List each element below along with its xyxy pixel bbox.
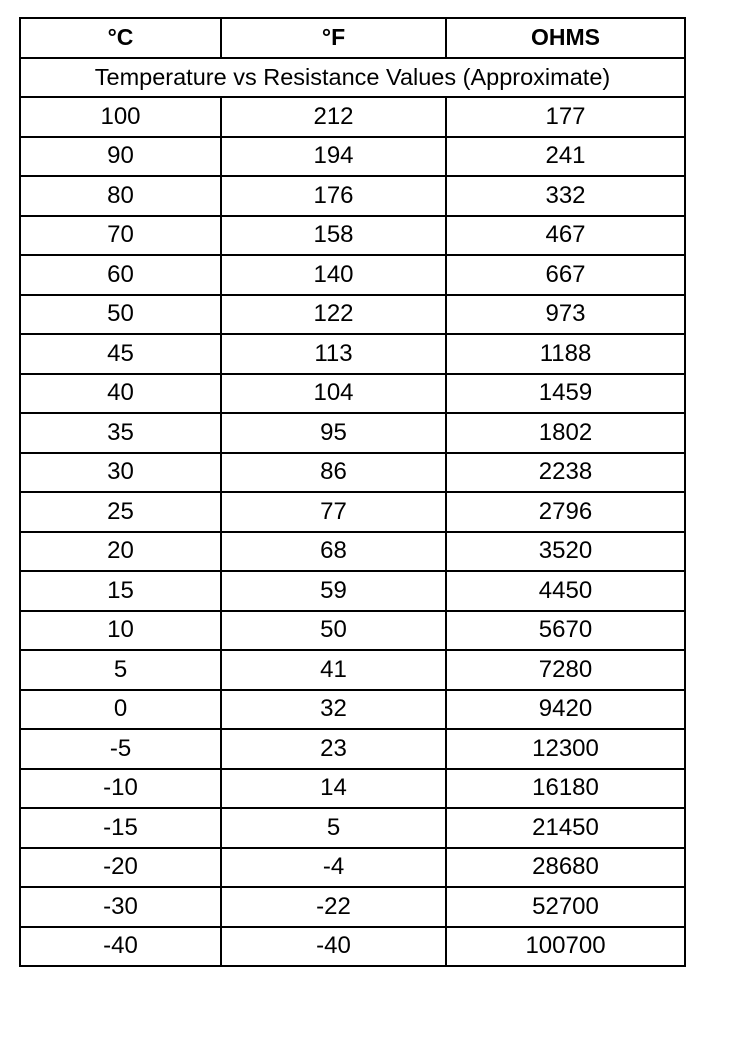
table-row <box>20 769 685 809</box>
celsius-cell: 80 <box>20 176 221 216</box>
celsius-cell: -20 <box>20 848 221 888</box>
ohms-cell: 21450 <box>446 808 685 848</box>
table-row <box>20 650 685 690</box>
fahrenheit-cell: 50 <box>221 611 446 651</box>
ohms-cell: 12300 <box>446 729 685 769</box>
fahrenheit-cell: -40 <box>221 927 446 967</box>
fahrenheit-cell: 104 <box>221 374 446 414</box>
ohms-cell: 2238 <box>446 453 685 493</box>
ohms-cell: 332 <box>446 176 685 216</box>
table-row <box>20 492 685 532</box>
table-row <box>20 690 685 730</box>
fahrenheit-cell: 194 <box>221 137 446 177</box>
ohms-cell: 5670 <box>446 611 685 651</box>
celsius-cell: 20 <box>20 532 221 572</box>
table-row <box>20 808 685 848</box>
table-row <box>20 927 685 967</box>
header-ohms: OHMS <box>446 18 685 58</box>
fahrenheit-cell: 5 <box>221 808 446 848</box>
celsius-cell: -10 <box>20 769 221 809</box>
ohms-cell: 1459 <box>446 374 685 414</box>
celsius-cell: 70 <box>20 216 221 256</box>
caption-row <box>20 58 685 98</box>
header-celsius: °C <box>20 18 221 58</box>
table-row <box>20 295 685 335</box>
ohms-cell: 7280 <box>446 650 685 690</box>
table-row <box>20 137 685 177</box>
table-row <box>20 413 685 453</box>
table-body <box>20 97 685 966</box>
fahrenheit-cell: -4 <box>221 848 446 888</box>
fahrenheit-cell: 68 <box>221 532 446 572</box>
ohms-cell: 973 <box>446 295 685 335</box>
fahrenheit-cell: 59 <box>221 571 446 611</box>
table-row <box>20 571 685 611</box>
ohms-cell: 52700 <box>446 887 685 927</box>
table-row <box>20 729 685 769</box>
ohms-cell: 16180 <box>446 769 685 809</box>
celsius-cell: 15 <box>20 571 221 611</box>
celsius-cell: 45 <box>20 334 221 374</box>
table-row <box>20 887 685 927</box>
celsius-cell: 10 <box>20 611 221 651</box>
table-row <box>20 97 685 137</box>
fahrenheit-cell: 23 <box>221 729 446 769</box>
ohms-cell: 1802 <box>446 413 685 453</box>
celsius-cell: 0 <box>20 690 221 730</box>
fahrenheit-cell: 212 <box>221 97 446 137</box>
table-row <box>20 176 685 216</box>
celsius-cell: -15 <box>20 808 221 848</box>
table-row <box>20 216 685 256</box>
ohms-cell: 467 <box>446 216 685 256</box>
ohms-cell: 28680 <box>446 848 685 888</box>
celsius-cell: -5 <box>20 729 221 769</box>
fahrenheit-cell: 158 <box>221 216 446 256</box>
ohms-cell: 177 <box>446 97 685 137</box>
table-row <box>20 334 685 374</box>
header-row <box>20 18 685 58</box>
ohms-cell: 667 <box>446 255 685 295</box>
celsius-cell: 25 <box>20 492 221 532</box>
celsius-cell: 5 <box>20 650 221 690</box>
celsius-cell: -40 <box>20 927 221 967</box>
fahrenheit-cell: 140 <box>221 255 446 295</box>
celsius-cell: 60 <box>20 255 221 295</box>
table-head <box>20 18 685 97</box>
table-caption: Temperature vs Resistance Values (Approximate) <box>20 58 685 98</box>
ohms-cell: 1188 <box>446 334 685 374</box>
fahrenheit-cell: 122 <box>221 295 446 335</box>
ohms-cell: 3520 <box>446 532 685 572</box>
fahrenheit-cell: 113 <box>221 334 446 374</box>
ohms-cell: 2796 <box>446 492 685 532</box>
ohms-cell: 9420 <box>446 690 685 730</box>
fahrenheit-cell: 86 <box>221 453 446 493</box>
table-row <box>20 848 685 888</box>
table-row <box>20 255 685 295</box>
table-row <box>20 532 685 572</box>
fahrenheit-cell: 14 <box>221 769 446 809</box>
fahrenheit-cell: 77 <box>221 492 446 532</box>
table-row <box>20 374 685 414</box>
ohms-cell: 241 <box>446 137 685 177</box>
fahrenheit-cell: 176 <box>221 176 446 216</box>
fahrenheit-cell: -22 <box>221 887 446 927</box>
ohms-cell: 4450 <box>446 571 685 611</box>
table-row <box>20 611 685 651</box>
celsius-cell: 30 <box>20 453 221 493</box>
temperature-resistance-table <box>19 17 686 967</box>
fahrenheit-cell: 41 <box>221 650 446 690</box>
fahrenheit-cell: 95 <box>221 413 446 453</box>
celsius-cell: 35 <box>20 413 221 453</box>
fahrenheit-cell: 32 <box>221 690 446 730</box>
celsius-cell: -30 <box>20 887 221 927</box>
celsius-cell: 50 <box>20 295 221 335</box>
ohms-cell: 100700 <box>446 927 685 967</box>
celsius-cell: 100 <box>20 97 221 137</box>
celsius-cell: 90 <box>20 137 221 177</box>
celsius-cell: 40 <box>20 374 221 414</box>
temperature-resistance-sheet <box>19 17 686 967</box>
table-row <box>20 453 685 493</box>
header-fahrenheit: °F <box>221 18 446 58</box>
